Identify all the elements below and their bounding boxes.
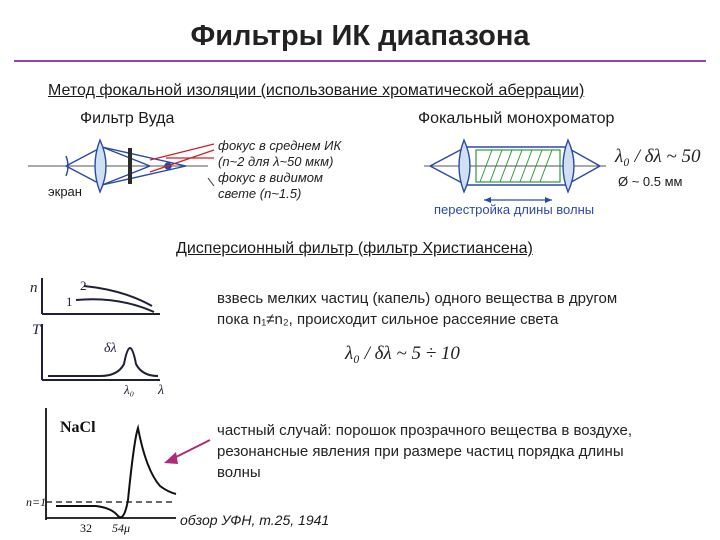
focus-note-line-1: фокус в среднем ИК bbox=[218, 138, 342, 153]
dispersion-text-line-1: взвесь мелких частиц (капель) одного вещества в другом bbox=[217, 290, 618, 307]
graph-l0-label: λ₀ bbox=[124, 382, 135, 397]
mono-lens-left bbox=[459, 140, 470, 192]
mono-tuning: перестройка длины волны bbox=[434, 202, 595, 217]
page-title: Фильтры ИК диапазона bbox=[190, 20, 530, 52]
wood-filter-label: Фильтр Вуда bbox=[80, 110, 175, 127]
dispersion-heading: Дисперсионный фильтр (фильтр Христиансена) bbox=[176, 240, 533, 257]
nacl-tick-32: 32 bbox=[80, 521, 92, 535]
nacl-arrow-head bbox=[164, 452, 178, 464]
focus-note-line-4: свете (n~1.5) bbox=[218, 186, 302, 201]
nacl-text-line-1: частный случай: порошок прозрачного вещества в воздухе, bbox=[217, 422, 633, 439]
note-pointer bbox=[208, 178, 214, 186]
reference: обзор УФН, т.25, 1941 bbox=[180, 512, 330, 528]
nacl-label: NaCl bbox=[60, 419, 96, 436]
graph-dl-label: δλ bbox=[104, 341, 117, 356]
graph-t-label: T bbox=[32, 322, 41, 338]
graph-lam-label: λ bbox=[158, 383, 165, 398]
mono-optics bbox=[424, 140, 606, 192]
section-subtitle: Метод фокальной изоляции (использование хроматической аберрации) bbox=[48, 82, 585, 99]
nacl-n1-label: n=1 bbox=[26, 495, 47, 509]
dispersion-graph-t bbox=[42, 324, 160, 380]
screen-label: экран bbox=[48, 184, 82, 199]
mono-formula: λ₀ / δλ ~ 50 bbox=[615, 146, 701, 167]
nacl-text-line-3: волны bbox=[217, 464, 261, 481]
wood-filter-plate bbox=[128, 148, 132, 184]
nacl-text-line-2: резонансные явления при размере частиц порядка длины bbox=[217, 443, 624, 460]
mono-lens-right bbox=[563, 140, 574, 192]
nacl-tick-54: 54μ bbox=[112, 521, 131, 535]
focus-note-line-2: (n~2 для λ~50 мкм) bbox=[218, 154, 334, 169]
graph-n-label: n bbox=[30, 280, 38, 296]
graph-label-1: 1 bbox=[66, 294, 73, 309]
dispersion-text-line-2: пока n₁≠n₂, происходит сильное рассеяние света bbox=[217, 311, 559, 328]
dispersion-graph-n bbox=[42, 278, 160, 314]
mono-label: Фокальный монохроматор bbox=[418, 110, 615, 127]
focus-markers bbox=[150, 144, 214, 172]
mono-diameter: Ø ~ 0.5 мм bbox=[618, 174, 683, 189]
dispersion-formula: λ₀ / δλ ~ 5 ÷ 10 bbox=[345, 343, 460, 364]
wood-optics bbox=[28, 140, 208, 192]
focus-note-line-3: фокус в видимом bbox=[218, 170, 323, 185]
graph-label-2: 2 bbox=[80, 278, 87, 293]
